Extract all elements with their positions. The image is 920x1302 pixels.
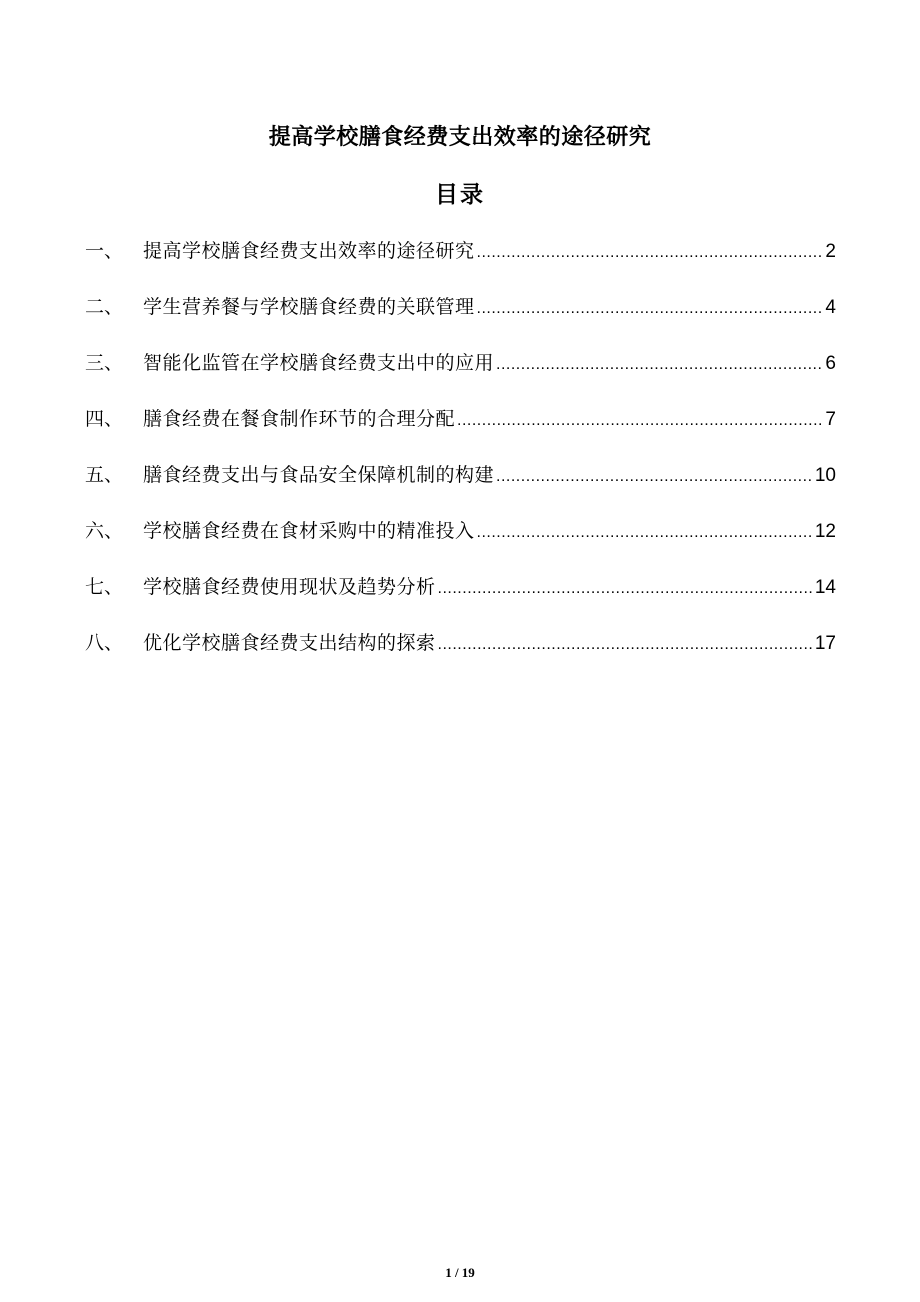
toc-entry-number: 二、 xyxy=(85,296,124,318)
toc-entry-number: 六、 xyxy=(85,520,124,542)
toc-entry-page[interactable]: 12 xyxy=(814,521,836,542)
toc-dot-leader xyxy=(477,514,813,552)
toc-entry-2[interactable] xyxy=(85,288,836,344)
toc-entry-number: 八、 xyxy=(85,632,124,654)
toc-entry-7[interactable] xyxy=(85,568,836,624)
toc-dot-leader xyxy=(496,458,813,496)
table-of-contents xyxy=(85,232,836,680)
toc-entry-page[interactable]: 14 xyxy=(814,577,836,598)
toc-dot-leader xyxy=(438,626,813,664)
toc-dot-leader xyxy=(477,234,824,272)
toc-entry-number: 一、 xyxy=(85,240,124,262)
toc-entry-page[interactable]: 2 xyxy=(825,241,836,262)
toc-entry-4[interactable] xyxy=(85,400,836,456)
toc-entry-title[interactable]: 学生营养餐与学校膳食经费的关联管理 xyxy=(143,296,475,318)
toc-dot-leader xyxy=(438,570,813,608)
toc-entry-3[interactable] xyxy=(85,344,836,400)
toc-entry-number: 四、 xyxy=(85,408,124,430)
document-title: 提高学校膳食经费支出效率的途径研究 xyxy=(268,125,652,150)
toc-entry-title[interactable]: 膳食经费支出与食品安全保障机制的构建 xyxy=(143,464,495,486)
toc-dot-leader xyxy=(457,402,823,440)
toc-entry-page[interactable]: 4 xyxy=(825,297,836,318)
toc-entry-6[interactable] xyxy=(85,512,836,568)
page-number-footer: 1 / 19 xyxy=(445,1265,475,1280)
toc-entry-title[interactable]: 膳食经费在餐食制作环节的合理分配 xyxy=(143,408,456,430)
toc-entry-title[interactable]: 学校膳食经费使用现状及趋势分析 xyxy=(143,576,436,598)
toc-entry-1[interactable] xyxy=(85,232,836,288)
toc-entry-title[interactable]: 优化学校膳食经费支出结构的探索 xyxy=(143,632,436,654)
toc-entry-number: 三、 xyxy=(85,352,124,374)
toc-entry-8[interactable] xyxy=(85,624,836,680)
toc-entry-page[interactable]: 6 xyxy=(825,353,836,374)
toc-heading: 目录 xyxy=(435,182,485,208)
toc-dot-leader xyxy=(496,346,823,384)
toc-entry-title[interactable]: 提高学校膳食经费支出效率的途径研究 xyxy=(143,240,475,262)
toc-entry-page[interactable]: 17 xyxy=(814,633,836,654)
toc-entry-number: 七、 xyxy=(85,576,124,598)
toc-entry-title[interactable]: 学校膳食经费在食材采购中的精准投入 xyxy=(143,520,475,542)
toc-entry-5[interactable] xyxy=(85,456,836,512)
toc-entry-page[interactable]: 7 xyxy=(825,409,836,430)
toc-entry-number: 五、 xyxy=(85,464,124,486)
toc-dot-leader xyxy=(477,290,824,328)
toc-entry-title[interactable]: 智能化监管在学校膳食经费支出中的应用 xyxy=(143,352,495,374)
toc-entry-page[interactable]: 10 xyxy=(814,465,836,486)
